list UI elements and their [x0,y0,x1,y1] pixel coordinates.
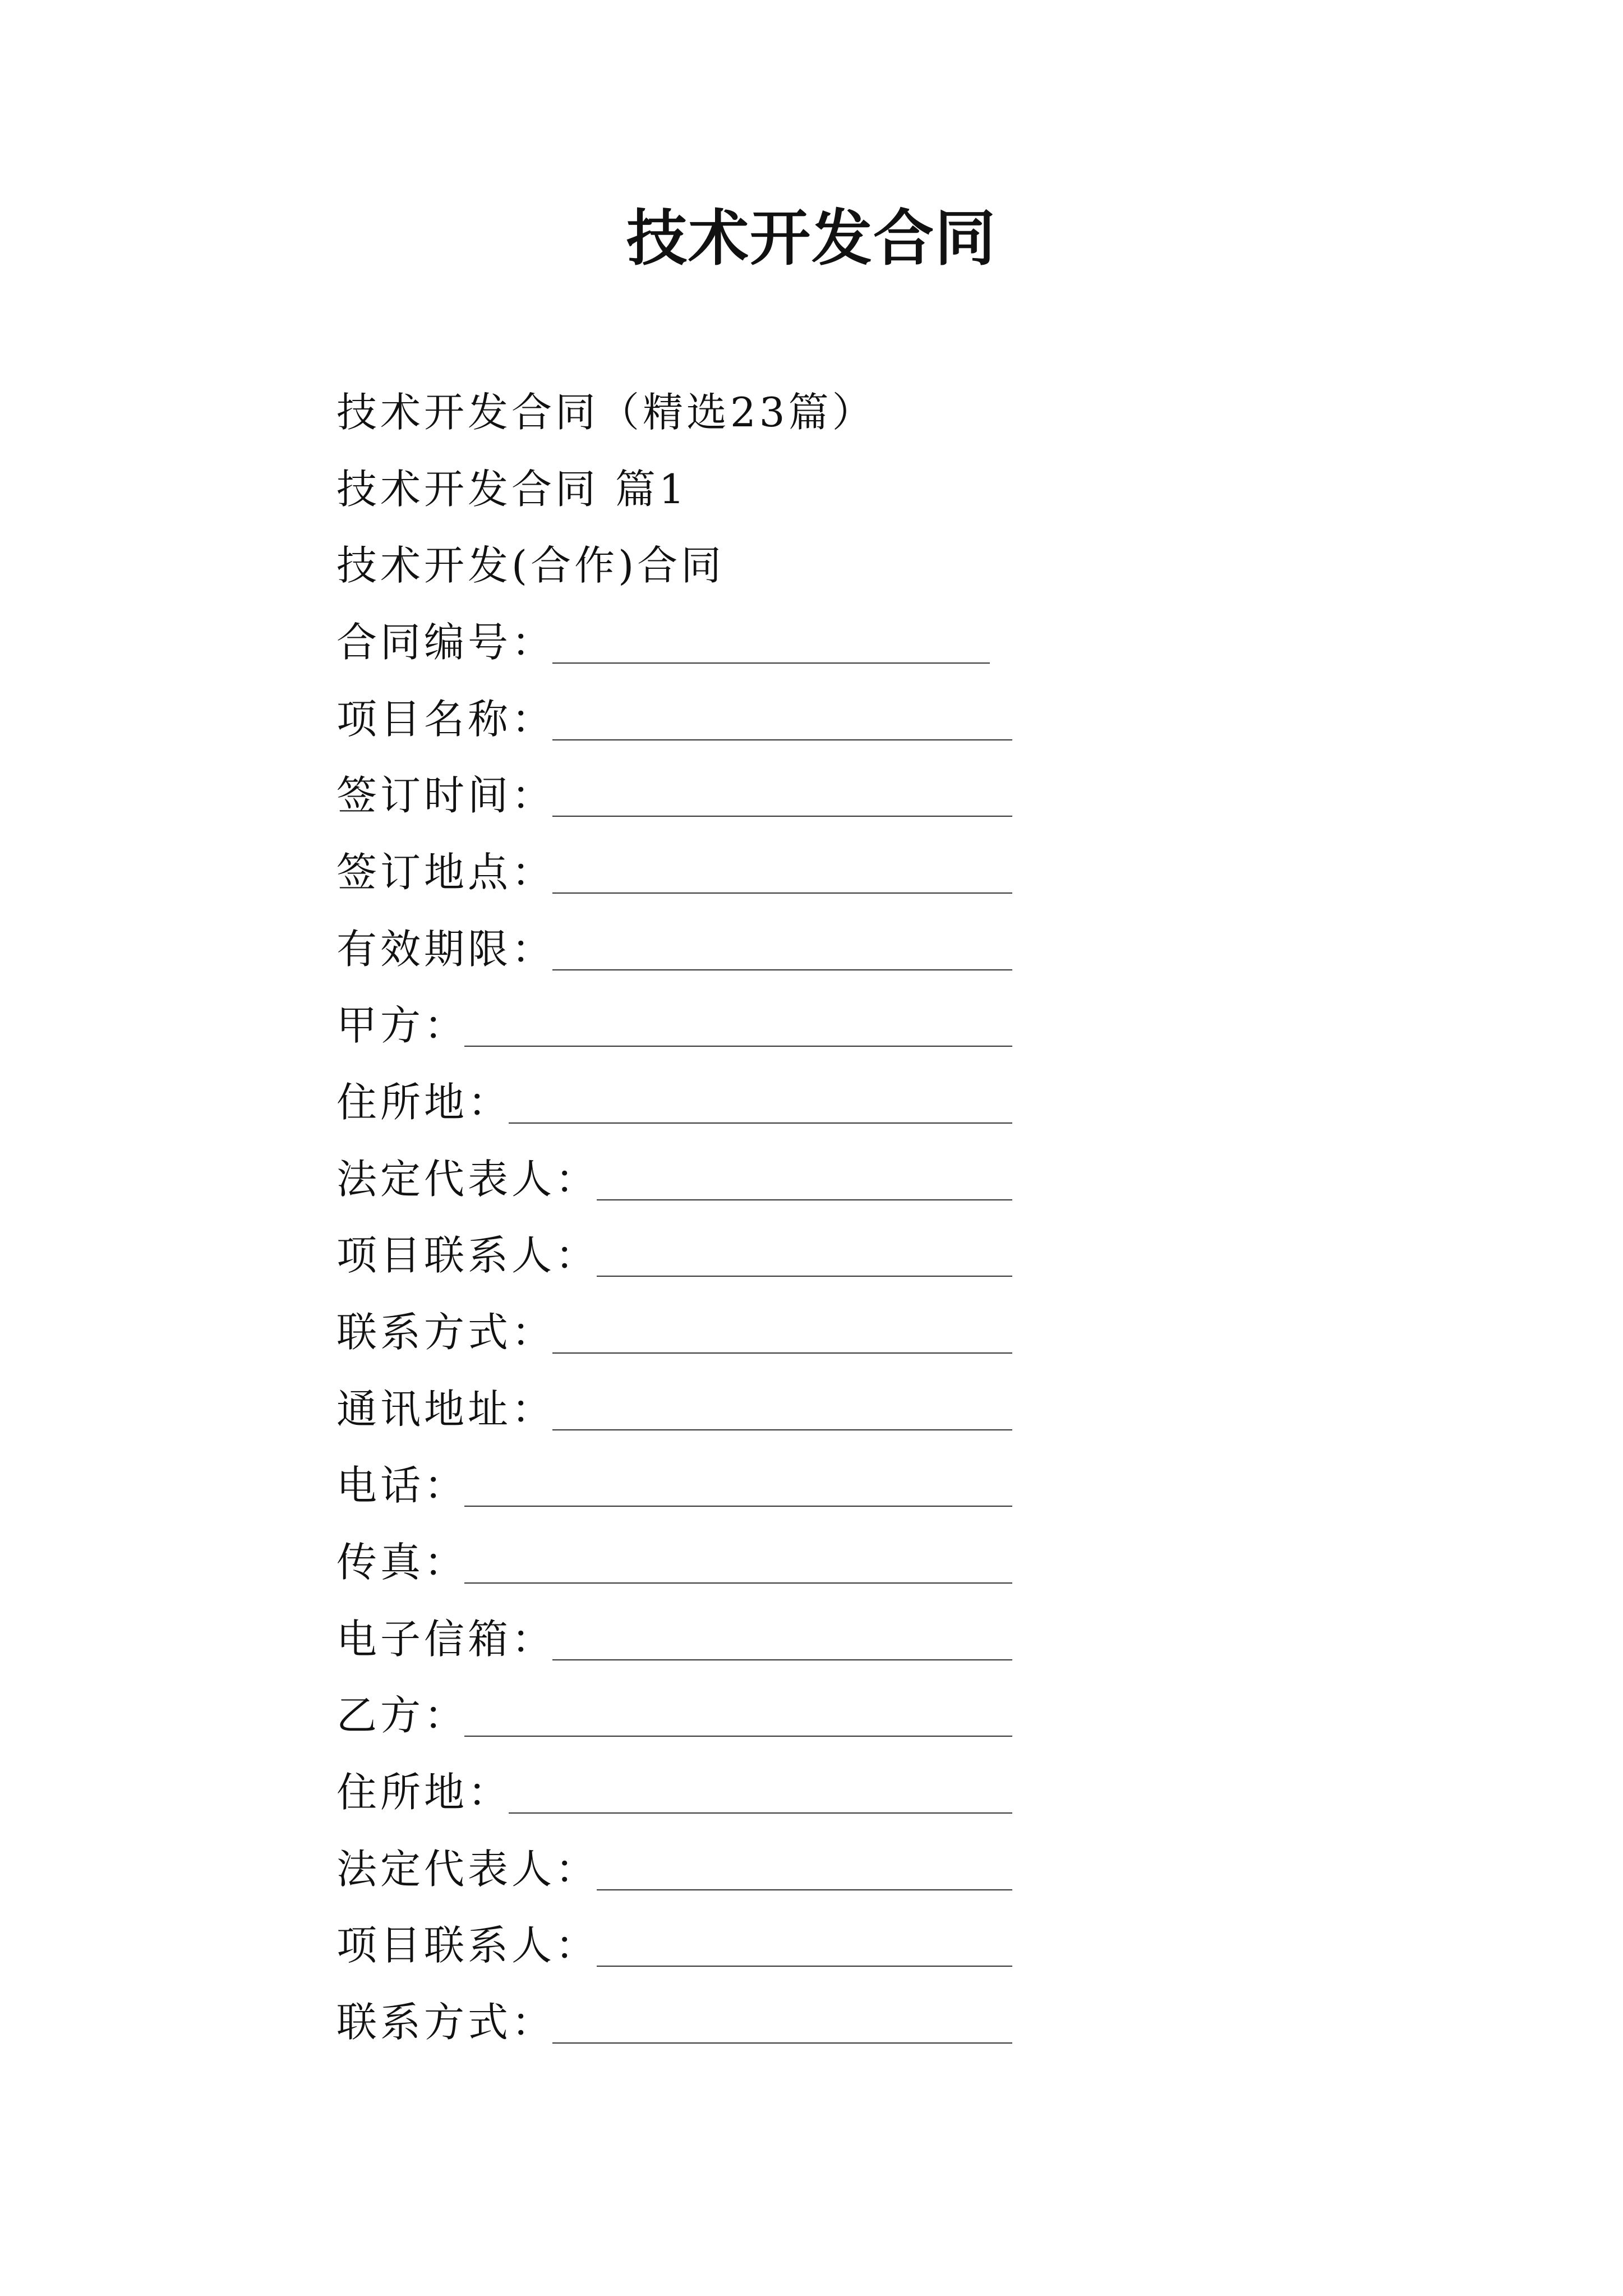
field-label: 合同编号： [336,619,556,666]
field-label: 签订时间： [336,772,556,819]
field-label: 联系方式： [336,1309,556,1356]
field-party-b-project-contact [336,1917,1015,1973]
section-heading: 技术开发合同 篇1 [336,466,688,513]
blank-line [597,1199,1012,1200]
blank-line [552,816,1012,817]
field-label: 电话： [336,1462,468,1509]
blank-line [464,1506,1012,1507]
blank-line [464,1582,1012,1584]
field-party-b-contact-method [336,1994,1015,2050]
blank-line [597,1966,1012,1967]
field-label: 通讯地址： [336,1386,556,1433]
field-party-a-project-contact [336,1227,1015,1283]
blank-line [509,1812,1012,1814]
contract-heading: 技术开发(合作)合同 [336,542,725,589]
field-label: 法定代表人： [336,1846,600,1893]
field-party-a-legal-rep [336,1151,1015,1207]
field-party-a-email [336,1611,1015,1667]
field-label: 联系方式： [336,1999,556,2046]
blank-line [597,1889,1012,1890]
blank-line [552,892,1012,894]
field-label: 项目联系人： [336,1232,600,1279]
field-contract-number [336,614,1015,670]
field-party-b-legal-rep [336,1841,1015,1897]
blank-line [552,1352,1012,1354]
field-party-a [336,997,1015,1053]
field-signing-place [336,844,1015,900]
blank-line [552,1429,1012,1430]
field-label: 甲方： [336,1002,468,1049]
field-label: 住所地： [336,1079,512,1126]
field-validity-period [336,921,1015,977]
blank-line [464,1736,1012,1737]
field-signing-time [336,767,1015,823]
blank-line [552,2042,1012,2044]
blank-line [509,1122,1012,1124]
blank-line [464,1046,1012,1047]
field-label: 传真： [336,1539,468,1586]
field-label: 乙方： [336,1692,468,1739]
field-label: 项目名称： [336,696,556,743]
blank-line [552,662,990,664]
field-party-a-mailing-address [336,1381,1015,1437]
field-party-a-contact-method [336,1304,1015,1360]
field-label: 电子信箱： [336,1616,556,1663]
field-label: 签订地点： [336,849,556,896]
field-project-name [336,691,1015,747]
field-label: 住所地： [336,1769,512,1816]
field-label: 法定代表人： [336,1156,600,1203]
field-party-a-phone [336,1457,1015,1513]
subtitle-line: 技术开发合同（精选23篇） [336,389,876,436]
field-party-a-address [336,1074,1015,1130]
blank-line [597,1276,1012,1277]
field-label: 有效期限： [336,926,556,973]
page-title: 技术开发合同 [626,203,997,274]
blank-line [552,739,1012,740]
field-label: 项目联系人： [336,1922,600,1969]
blank-line [552,969,1012,970]
field-party-a-fax [336,1534,1015,1590]
field-party-b-address [336,1764,1015,1820]
field-party-b [336,1687,1015,1743]
blank-line [552,1659,1012,1660]
